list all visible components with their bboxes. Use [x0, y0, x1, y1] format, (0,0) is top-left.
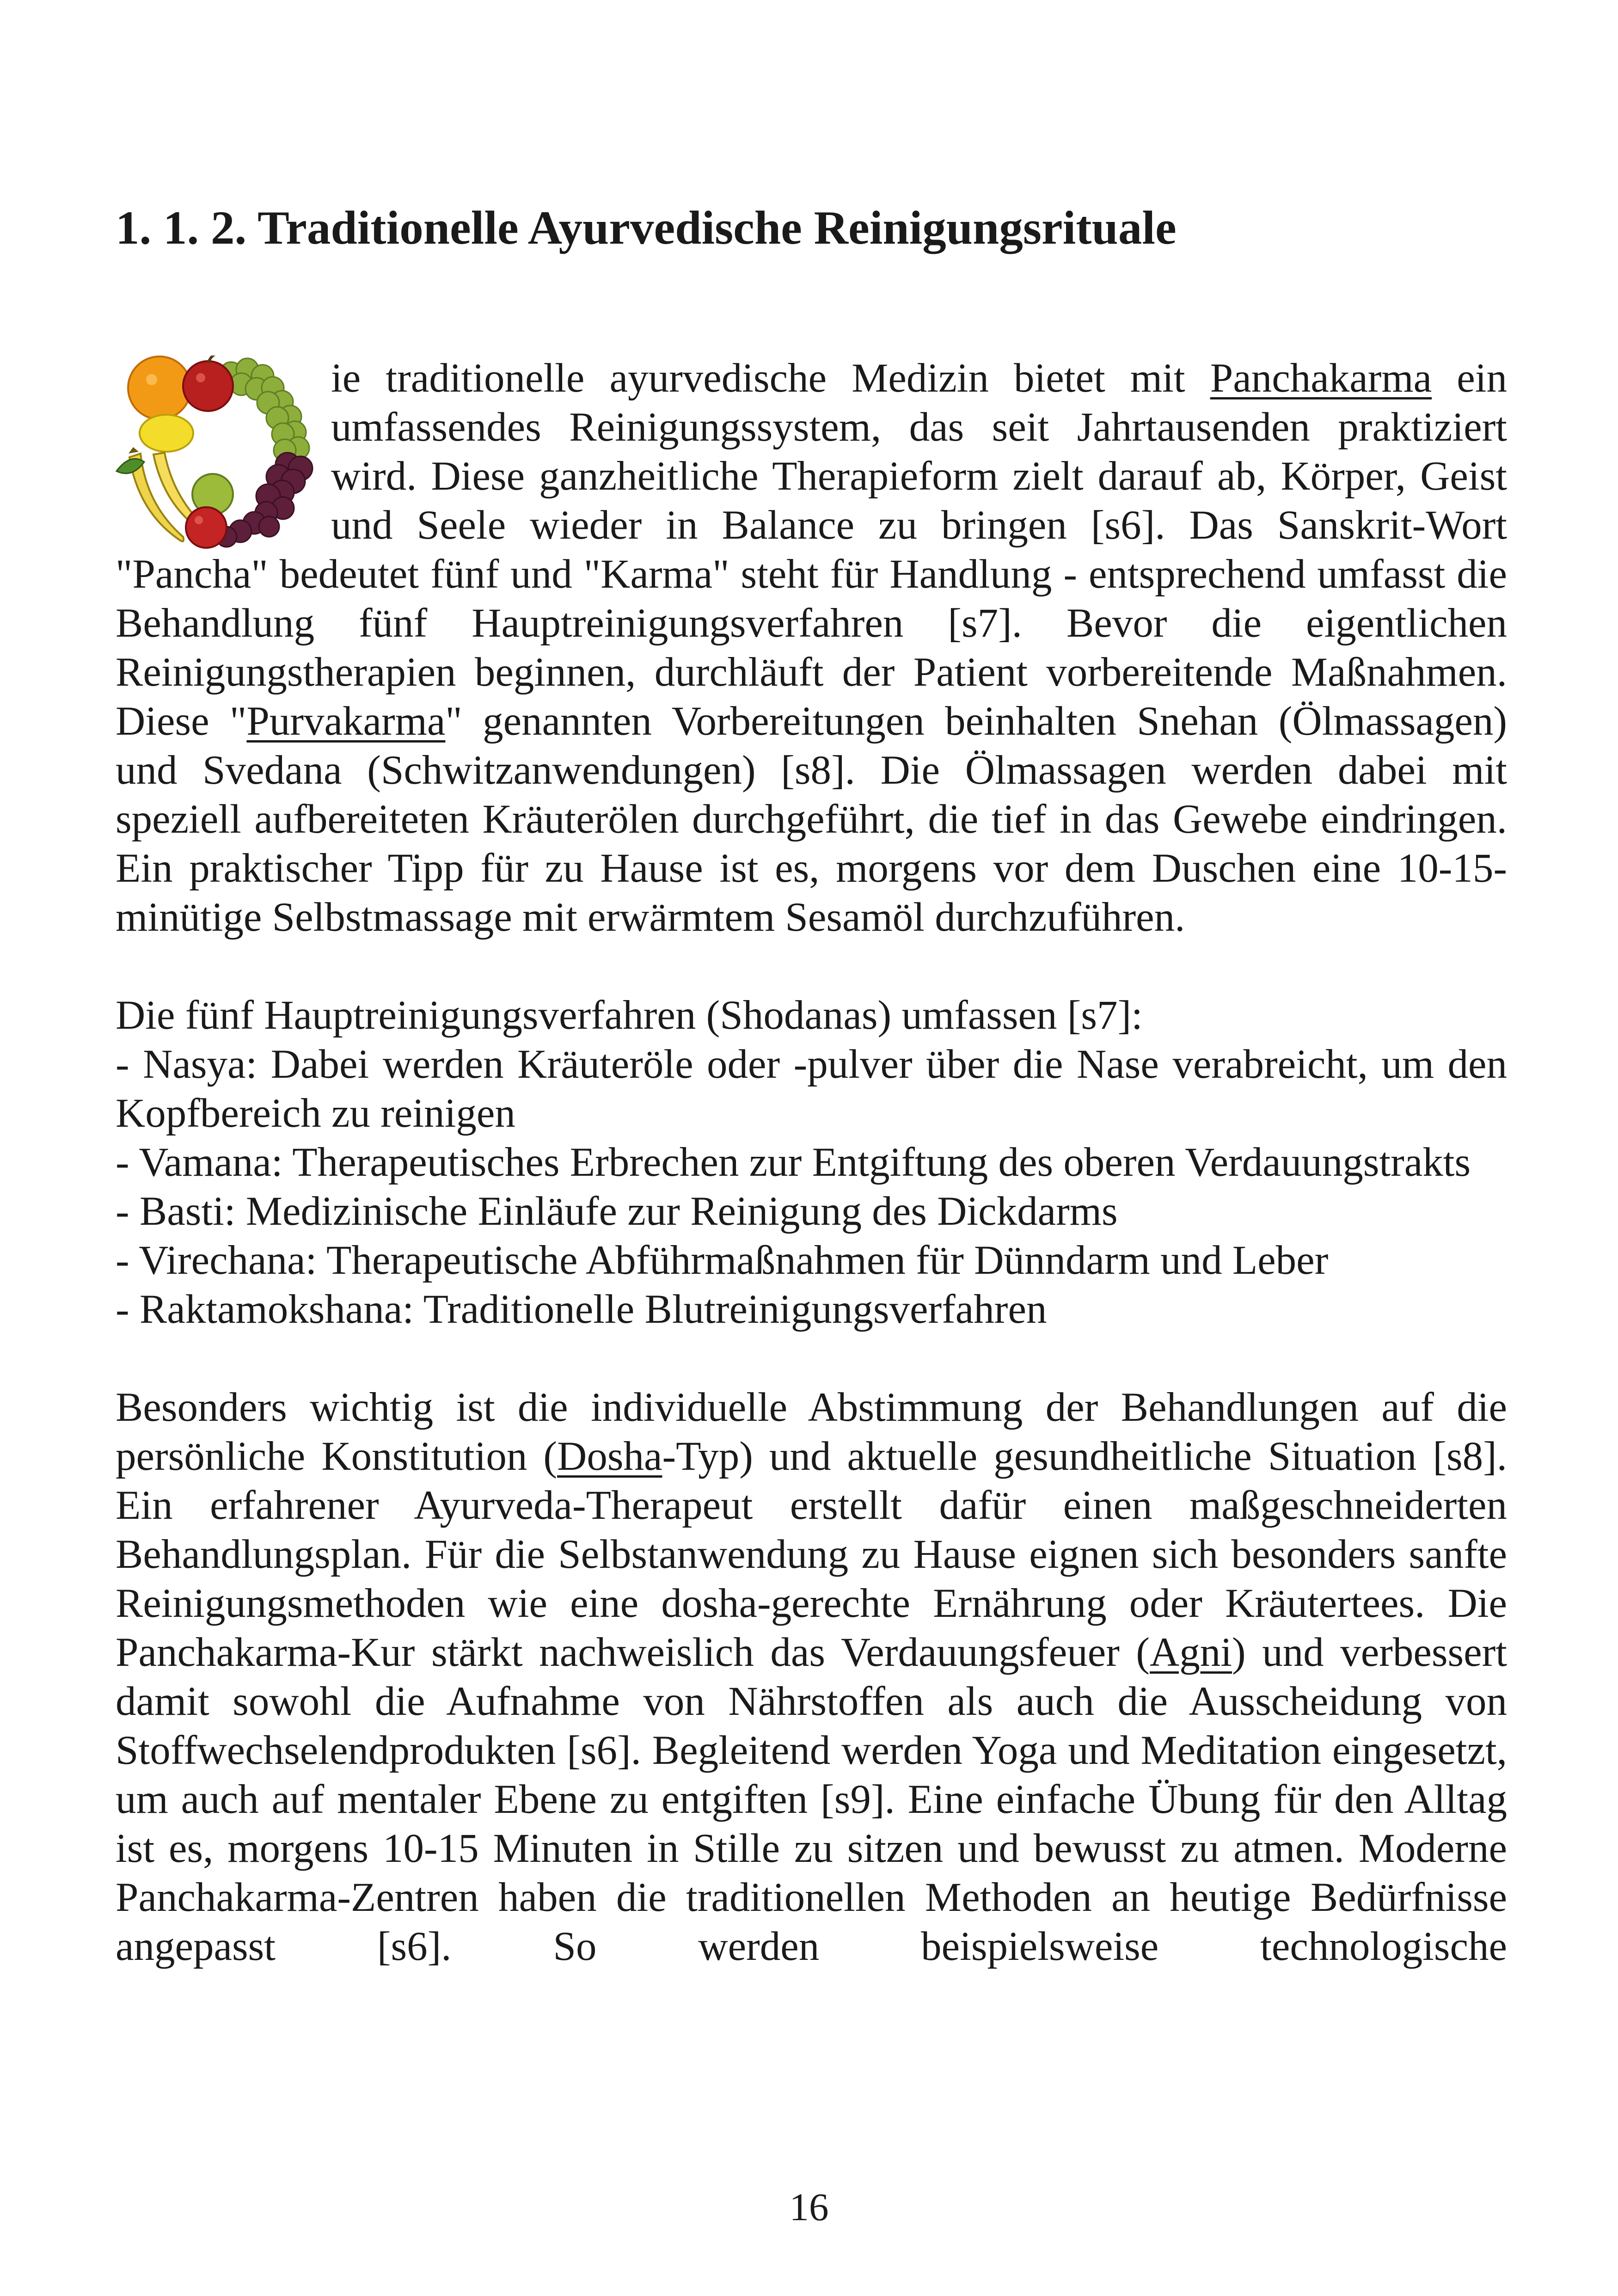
procedures-list: [116, 991, 1507, 1334]
paragraph-spacer: [116, 1334, 1507, 1383]
link-panchakarma[interactable]: Panchakarma: [1210, 356, 1432, 401]
page-number: 16: [789, 2185, 829, 2229]
list-item-virechana: - Virechana: Therapeutische Abführmaßnahmen für Dünndarm und Leber: [116, 1238, 1329, 1283]
list-item-nasya: - Nasya: Dabei werden Kräuteröle oder -pulver über die Nase verabreicht, um den Kopfbereich zu reinigen: [116, 1042, 1507, 1136]
paragraph-intro-text-1: ie traditionelle ayurvedische Medizin bietet mit: [331, 356, 1210, 401]
paragraph-spacer: [116, 942, 1507, 991]
paragraph-individual-text-2: -Typ) und aktuelle gesundheitliche Situation [s8]. Ein erfahrener Ayurveda-Therapeut erstellt dafür einen maßgeschneiderten Behandlungsplan. Für die Selbstanwendung zu Hause eignen sich besonders sanfte Reinigungsmethoden wie eine dosha-gerechte Ernährung oder Kräutertees. Die Panchakarma-Kur stärkt nachweislich das Verdauungsfeuer (: [116, 1434, 1507, 1675]
body-text: [116, 354, 1507, 1971]
paragraph-individual-text-1: Besonders wichtig ist die individuelle Abstimmung der Behandlungen auf die persönliche Konstitution (: [116, 1385, 1507, 1479]
list-intro: Die fünf Hauptreinigungsverfahren (Shodanas) umfassen [s7]:: [116, 993, 1143, 1038]
link-agni[interactable]: Agni: [1150, 1630, 1232, 1675]
link-dosha[interactable]: Dosha: [557, 1434, 662, 1479]
link-purvakarma[interactable]: Purvakarma: [246, 699, 446, 744]
paragraph-intro: [116, 354, 1507, 942]
fruit-letter-d-icon: [116, 356, 317, 550]
paragraph-individual: [116, 1383, 1507, 1971]
paragraph-intro-text-2: ein umfassendes Reinigungssystem, das seit Jahrtausenden praktiziert wird. Diese ganzheitliche Therapieform zielt darauf ab, Körper, Geist und Seele wieder in Balance zu bringen [s6]. Das Sanskrit-Wort "Pancha" bedeutet fünf und "Karma" steht für Handlung - entsprechend umfasst die Behandlung fünf Hauptreinigungsverfahren [s7]. Bevor die eigentlichen Reinigungstherapien beginnen, durchläuft der Patient vorbereitende Maßnahmen. Diese ": [116, 356, 1507, 744]
paragraph-intro-text-3: " genannten Vorbereitungen beinhalten Snehan (Ölmassagen) und Svedana (Schwitzanwendungen) [s8]. Die Ölmassagen werden dabei mit speziell aufbereiteten Kräuterölen durchgeführt, die tief in das Gewebe eindringen. Ein praktischer Tipp für zu Hause ist es, morgens vor dem Duschen eine 10-15-minütige Selbstmassage mit erwärmtem Sesamöl durchzuführen.: [116, 699, 1507, 940]
list-item-basti: - Basti: Medizinische Einläufe zur Reinigung des Dickdarms: [116, 1189, 1118, 1234]
section-heading: 1. 1. 2. Traditionelle Ayurvedische Reinigungsrituale: [116, 202, 1177, 254]
paragraph-individual-text-3: ) und verbessert damit sowohl die Aufnahme von Nährstoffen als auch die Ausscheidung von Stoffwechselendprodukten [s6]. Begleitend werden Yoga und Meditation eingesetzt, um auch auf mentaler Ebene zu entgiften [s9]. Eine einfache Übung für den Alltag ist es, morgens 10-15 Minuten in Stille zu sitzen und bewusst zu atmen. Moderne Panchakarma-Zentren haben die traditionellen Methoden an heutige Bedürfnisse angepasst [s6]. So werden beispielsweise technologische: [116, 1630, 1508, 1969]
list-item-vamana: - Vamana: Therapeutisches Erbrechen zur Entgiftung des oberen Verdauungstrakts: [116, 1140, 1471, 1185]
list-item-raktamokshana: - Raktamokshana: Traditionelle Blutreinigungsverfahren: [116, 1287, 1047, 1332]
